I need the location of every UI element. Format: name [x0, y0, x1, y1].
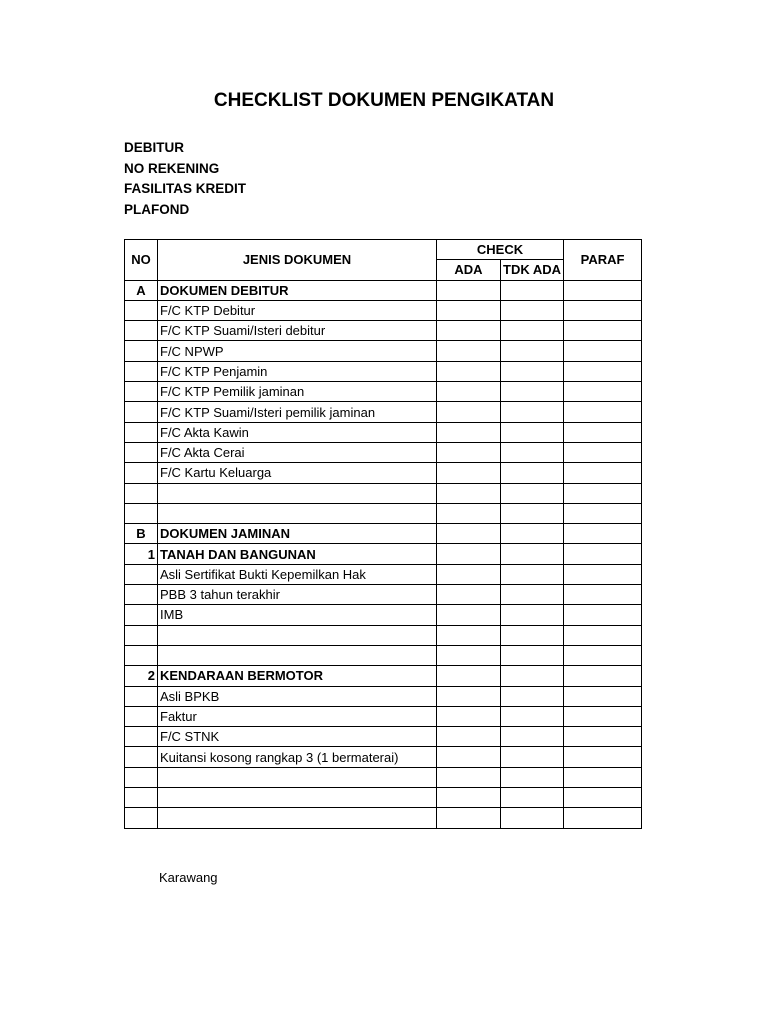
document-name: DOKUMEN JAMINAN: [158, 524, 437, 544]
table-row: [125, 686, 642, 706]
footer-location: Karawang: [159, 870, 218, 885]
header-tdk-ada: TDK ADA: [501, 260, 564, 280]
paraf-cell[interactable]: [564, 402, 642, 422]
check-ada-cell[interactable]: [437, 645, 501, 665]
document-name: [158, 503, 437, 523]
check-tdk-ada-cell[interactable]: [501, 706, 564, 726]
paraf-cell[interactable]: [564, 544, 642, 564]
check-tdk-ada-cell[interactable]: [501, 361, 564, 381]
row-number: [125, 300, 158, 320]
paraf-cell[interactable]: [564, 483, 642, 503]
document-name: [158, 767, 437, 787]
document-name: F/C KTP Pemilik jaminan: [158, 382, 437, 402]
document-name: DOKUMEN DEBITUR: [158, 280, 437, 300]
row-number: A: [125, 280, 158, 300]
paraf-cell[interactable]: [564, 442, 642, 462]
row-number: [125, 788, 158, 808]
table-row: [125, 463, 642, 483]
check-ada-cell[interactable]: [437, 463, 501, 483]
check-tdk-ada-cell[interactable]: [501, 442, 564, 462]
row-number: [125, 625, 158, 645]
check-ada-cell[interactable]: [437, 747, 501, 767]
paraf-cell[interactable]: [564, 280, 642, 300]
document-name: F/C KTP Penjamin: [158, 361, 437, 381]
check-tdk-ada-cell[interactable]: [501, 544, 564, 564]
paraf-cell[interactable]: [564, 422, 642, 442]
paraf-cell[interactable]: [564, 382, 642, 402]
page-title: CHECKLIST DOKUMEN PENGIKATAN: [213, 90, 555, 111]
check-tdk-ada-cell[interactable]: [501, 808, 564, 828]
table-row: [125, 300, 642, 320]
checklist-body: [125, 280, 642, 828]
document-name: F/C KTP Suami/Isteri debitur: [158, 321, 437, 341]
check-tdk-ada-cell[interactable]: [501, 503, 564, 523]
table-row: [125, 524, 642, 544]
row-number: [125, 382, 158, 402]
document-name: F/C NPWP: [158, 341, 437, 361]
check-tdk-ada-cell[interactable]: [501, 747, 564, 767]
check-ada-cell[interactable]: [437, 321, 501, 341]
field-no-rekening: NO REKENING: [124, 160, 220, 176]
check-tdk-ada-cell[interactable]: [501, 767, 564, 787]
table-row: [125, 605, 642, 625]
paraf-cell[interactable]: [564, 463, 642, 483]
document-name: PBB 3 tahun terakhir: [158, 585, 437, 605]
check-ada-cell[interactable]: [437, 625, 501, 645]
document-name: [158, 483, 437, 503]
table-row: [125, 442, 642, 462]
header-jenis-dokumen: JENIS DOKUMEN: [158, 240, 437, 281]
table-row: [125, 666, 642, 686]
field-fasilitas-kredit: FASILITAS KREDIT: [124, 181, 247, 196]
check-ada-cell[interactable]: [437, 585, 501, 605]
document-name: Asli Sertifikat Bukti Kepemilkan Hak: [158, 564, 437, 584]
table-row: [125, 321, 642, 341]
document-name: Faktur: [158, 706, 437, 726]
field-debitur: DEBITUR: [124, 140, 184, 155]
check-tdk-ada-cell[interactable]: [501, 280, 564, 300]
paraf-cell[interactable]: [564, 645, 642, 665]
check-tdk-ada-cell[interactable]: [501, 585, 564, 605]
document-name: Asli BPKB: [158, 686, 437, 706]
row-number: [125, 747, 158, 767]
header-ada: ADA: [437, 260, 501, 280]
check-ada-cell[interactable]: [437, 686, 501, 706]
table-row: [125, 483, 642, 503]
check-tdk-ada-cell[interactable]: [501, 605, 564, 625]
row-number: [125, 463, 158, 483]
paraf-cell[interactable]: [564, 585, 642, 605]
table-row: [125, 422, 642, 442]
check-ada-cell[interactable]: [437, 767, 501, 787]
check-tdk-ada-cell[interactable]: [501, 645, 564, 665]
check-tdk-ada-cell[interactable]: [501, 666, 564, 686]
header-paraf: PARAF: [564, 240, 642, 281]
document-name: [158, 808, 437, 828]
check-tdk-ada-cell[interactable]: [501, 341, 564, 361]
check-ada-cell[interactable]: [437, 361, 501, 381]
row-number: [125, 361, 158, 381]
check-tdk-ada-cell[interactable]: [501, 402, 564, 422]
table-row: [125, 503, 642, 523]
table-row: [125, 727, 642, 747]
check-tdk-ada-cell[interactable]: [501, 463, 564, 483]
document-name: KENDARAAN BERMOTOR: [158, 666, 437, 686]
table-row: [125, 544, 642, 564]
document-name: F/C Akta Cerai: [158, 442, 437, 462]
document-name: F/C STNK: [158, 727, 437, 747]
check-tdk-ada-cell[interactable]: [501, 483, 564, 503]
paraf-cell[interactable]: [564, 524, 642, 544]
document-name: [158, 625, 437, 645]
check-ada-cell[interactable]: [437, 382, 501, 402]
row-number: [125, 585, 158, 605]
paraf-cell[interactable]: [564, 747, 642, 767]
row-number: [125, 483, 158, 503]
table-row: [125, 625, 642, 645]
check-ada-cell[interactable]: [437, 524, 501, 544]
table-row: [125, 402, 642, 422]
table-row: [125, 808, 642, 828]
check-ada-cell[interactable]: [437, 564, 501, 584]
check-tdk-ada-cell[interactable]: [501, 422, 564, 442]
table-row: [125, 706, 642, 726]
check-ada-cell[interactable]: [437, 442, 501, 462]
paraf-cell[interactable]: [564, 564, 642, 584]
check-tdk-ada-cell[interactable]: [501, 788, 564, 808]
check-tdk-ada-cell[interactable]: [501, 524, 564, 544]
document-name: F/C KTP Debitur: [158, 300, 437, 320]
check-ada-cell[interactable]: [437, 605, 501, 625]
paraf-cell[interactable]: [564, 767, 642, 787]
document-name: IMB: [158, 605, 437, 625]
row-number: [125, 767, 158, 787]
row-number: [125, 341, 158, 361]
row-number: B: [125, 524, 158, 544]
header-check: CHECK: [437, 240, 564, 260]
paraf-cell[interactable]: [564, 625, 642, 645]
check-tdk-ada-cell[interactable]: [501, 321, 564, 341]
paraf-cell[interactable]: [564, 788, 642, 808]
check-ada-cell[interactable]: [437, 666, 501, 686]
table-row: [125, 788, 642, 808]
row-number: [125, 564, 158, 584]
check-ada-cell[interactable]: [437, 341, 501, 361]
header-fields: [124, 138, 246, 220]
document-name: F/C KTP Suami/Isteri pemilik jaminan: [158, 402, 437, 422]
row-number: [125, 503, 158, 523]
check-tdk-ada-cell[interactable]: [501, 686, 564, 706]
row-number: 1: [125, 544, 158, 564]
paraf-cell[interactable]: [564, 808, 642, 828]
row-number: [125, 402, 158, 422]
check-tdk-ada-cell[interactable]: [501, 625, 564, 645]
check-tdk-ada-cell[interactable]: [501, 564, 564, 584]
checklist-table: [124, 239, 642, 829]
document-name: F/C Akta Kawin: [158, 422, 437, 442]
paraf-cell[interactable]: [564, 300, 642, 320]
check-ada-cell[interactable]: [437, 503, 501, 523]
paraf-cell[interactable]: [564, 503, 642, 523]
header-no: NO: [125, 240, 158, 281]
document-name: TANAH DAN BANGUNAN: [158, 544, 437, 564]
check-ada-cell[interactable]: [437, 808, 501, 828]
check-tdk-ada-cell[interactable]: [501, 727, 564, 747]
check-ada-cell[interactable]: [437, 300, 501, 320]
table-row: [125, 645, 642, 665]
paraf-cell[interactable]: [564, 727, 642, 747]
document-name: [158, 788, 437, 808]
check-ada-cell[interactable]: [437, 280, 501, 300]
table-row: [125, 747, 642, 767]
paraf-cell[interactable]: [564, 686, 642, 706]
table-row: [125, 564, 642, 584]
table-row: [125, 767, 642, 787]
check-ada-cell[interactable]: [437, 422, 501, 442]
check-tdk-ada-cell[interactable]: [501, 300, 564, 320]
row-number: [125, 706, 158, 726]
table-row: [125, 280, 642, 300]
row-number: [125, 442, 158, 462]
check-tdk-ada-cell[interactable]: [501, 382, 564, 402]
check-ada-cell[interactable]: [437, 706, 501, 726]
field-plafond: PLAFOND: [124, 201, 190, 217]
paraf-cell[interactable]: [564, 706, 642, 726]
check-ada-cell[interactable]: [437, 402, 501, 422]
row-number: [125, 686, 158, 706]
row-number: 2: [125, 666, 158, 686]
table-row: [125, 341, 642, 361]
table-row: [125, 382, 642, 402]
check-ada-cell[interactable]: [437, 788, 501, 808]
row-number: [125, 727, 158, 747]
document-name: [158, 645, 437, 665]
paraf-cell[interactable]: [564, 666, 642, 686]
check-ada-cell[interactable]: [437, 727, 501, 747]
row-number: [125, 645, 158, 665]
document-name: Kuitansi kosong rangkap 3 (1 bermaterai): [158, 747, 437, 767]
paraf-cell[interactable]: [564, 361, 642, 381]
row-number: [125, 808, 158, 828]
check-ada-cell[interactable]: [437, 483, 501, 503]
table-row: [125, 361, 642, 381]
paraf-cell[interactable]: [564, 341, 642, 361]
row-number: [125, 422, 158, 442]
row-number: [125, 321, 158, 341]
check-ada-cell[interactable]: [437, 544, 501, 564]
row-number: [125, 605, 158, 625]
document-name: F/C Kartu Keluarga: [158, 463, 437, 483]
paraf-cell[interactable]: [564, 321, 642, 341]
table-row: [125, 585, 642, 605]
paraf-cell[interactable]: [564, 605, 642, 625]
